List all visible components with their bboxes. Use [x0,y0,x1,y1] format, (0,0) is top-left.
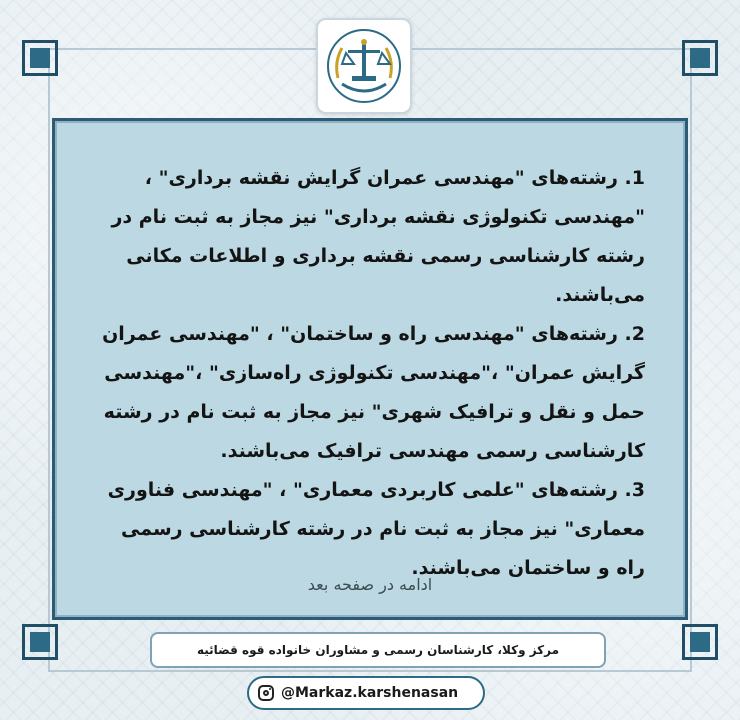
corner-ornament-top-left [22,40,58,76]
frame-line-right [690,48,692,672]
corner-ornament-bottom-left [22,624,58,660]
organization-banner: مرکز وکلا، کارشناسان رسمی و مشاوران خانواده قوه قضائیه [150,632,606,668]
scales-of-justice-icon [324,26,404,106]
paragraph-2: 2. رشته‌های "مهندسی راه و ساختمان" ، "مهندسی عمران گرایش عمران" ،"مهندسی تکنولوژی راه‌سازی" ،"مهندسی حمل و نقل و ترافیک شهری" نیز مجاز به ثبت نام در رشته کارشناسی رسمی مهندسی ترافیک می‌باشند. [102,323,645,462]
instagram-icon [258,685,274,701]
corner-ornament-top-right [682,40,718,76]
logo [316,18,412,114]
paragraph-1: 1. رشته‌های "مهندسی عمران گرایش نقشه برداری" ، "مهندسی تکنولوژی نقشه برداری" نیز مجاز به ثبت نام در رشته کارشناسی رسمی نقشه برداری و اطلاعات مکانی می‌باشند. [111,167,645,306]
handle-text: @Markaz.karshenasan [281,685,459,701]
social-handle[interactable] [247,676,485,710]
content-text [95,159,645,588]
frame-line-bottom [48,670,692,672]
content-card [52,118,688,620]
paragraph-3: 3. رشته‌های "علمی کاربردی معماری" ، "مهندسی فناوری معماری" نیز مجاز به ثبت نام در رشته کارشناسی رسمی راه و ساختمان می‌باشند. [107,479,645,579]
continue-note: ادامه در صفحه بعد [307,575,433,594]
frame-line-left [48,48,50,672]
corner-ornament-bottom-right [682,624,718,660]
